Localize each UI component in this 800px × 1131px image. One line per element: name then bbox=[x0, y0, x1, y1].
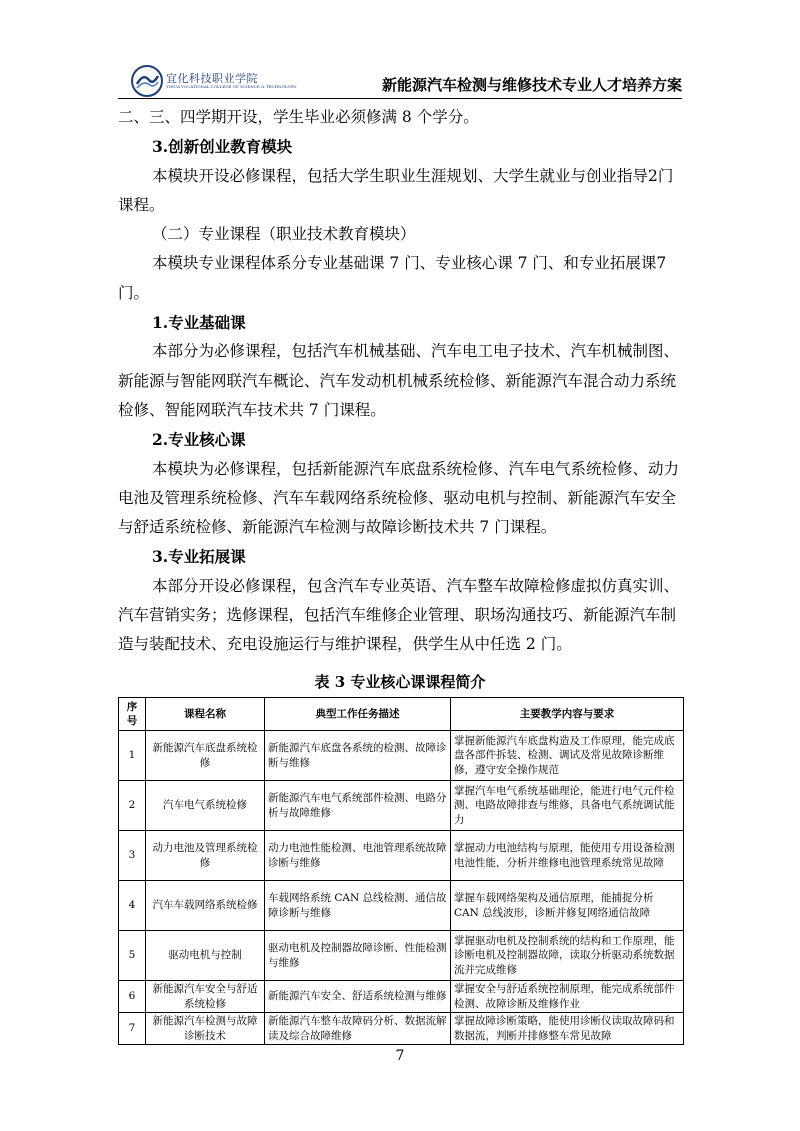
row-content: 掌握驱动电机及控制系统的结构和工作原理，能诊断电机及控制器故障，读取分析驱动系统数据流并完成维修 bbox=[451, 931, 684, 981]
row-number: 2 bbox=[119, 781, 146, 831]
heading-basic-courses: 1.专业基础课 bbox=[152, 313, 246, 333]
header-divider bbox=[118, 98, 682, 99]
row-course-name: 新能源汽车检测与故障诊断技术 bbox=[146, 1013, 265, 1045]
row-task: 新能源汽车底盘各系统的检测、故障诊断与维修 bbox=[265, 731, 451, 781]
heading-professional-courses: （二）专业课程（职业技术教育模块） bbox=[152, 225, 416, 244]
header-course-name: 课程名称 bbox=[146, 698, 265, 731]
paragraph-core-courses: 本模块为必修课程，包括新能源汽车底盘系统检修、汽车电气系统检修、动力电池及管理系统检修、汽车车载网络系统检修、驱动电机与控制、新能源汽车安全与舒适系统检修、新能源汽车检测与故障诊断技术共 7 门课程。 bbox=[118, 459, 680, 537]
paragraph-extension-courses: 本部分开设必修课程，包含汽车专业英语、汽车整车故障检修虚拟仿真实训、汽车营销实务；选修课程，包括汽车维修企业管理、职场沟通技巧、新能源汽车制造与装配技术、充电设施运行与维护课程，供学生从中任选 2 门。 bbox=[118, 576, 680, 654]
row-task: 动力电池性能检测、电池管理系统故障诊断与维修 bbox=[265, 831, 451, 881]
row-course-name: 汽车电气系统检修 bbox=[146, 781, 265, 831]
page-header bbox=[118, 62, 682, 98]
row-content: 掌握新能源汽车底盘构造及工作原理，能完成底盘各部件拆装、检测、调试及常见故障诊断维修，遵守安全操作规范 bbox=[451, 731, 684, 781]
row-task: 新能源汽车安全、舒适系统检测与维修 bbox=[265, 981, 451, 1013]
row-content: 掌握故障诊断策略，能使用诊断仪读取故障码和数据流，判断并排修整车常见故障 bbox=[451, 1013, 684, 1045]
row-task: 车载网络系统 CAN 总线检测、通信故障诊断与维修 bbox=[265, 881, 451, 931]
row-content: 掌握动力电池结构与原理，能使用专用设备检测电池性能，分析并维修电池管理系统常见故障 bbox=[451, 831, 684, 881]
header-content: 主要教学内容与要求 bbox=[451, 698, 684, 731]
row-task: 驱动电机及控制器故障诊断、性能检测与维修 bbox=[265, 931, 451, 981]
paragraph-basic-courses: 本部分为必修课程，包括汽车机械基础、汽车电工电子技术、汽车机械制图、新能源与智能网联汽车概论、汽车发动机机械系统检修、新能源汽车混合动力系统检修、智能网联汽车技术共 7 门课程。 bbox=[118, 342, 680, 419]
table-row bbox=[119, 1013, 684, 1045]
row-course-name: 新能源汽车底盘系统检修 bbox=[146, 731, 265, 781]
table-row bbox=[119, 931, 684, 981]
heading-extension-courses: 3.专业拓展课 bbox=[152, 547, 246, 567]
row-course-name: 驱动电机与控制 bbox=[146, 931, 265, 981]
row-number: 5 bbox=[119, 931, 146, 981]
row-content: 掌握车载网络架构及通信原理，能捕捉分析 CAN 总线波形，诊断并修复网络通信故障 bbox=[451, 881, 684, 931]
header-task: 典型工作任务描述 bbox=[265, 698, 451, 731]
table-title: 表 3 专业核心课课程简介 bbox=[314, 673, 486, 691]
heading-innovation-module: 3.创新创业教育模块 bbox=[152, 137, 293, 157]
row-number: 3 bbox=[119, 831, 146, 881]
row-number: 4 bbox=[119, 881, 146, 931]
core-course-table bbox=[118, 697, 684, 1045]
table-row bbox=[119, 731, 684, 781]
page-number: 7 bbox=[395, 1048, 405, 1064]
row-task: 新能源汽车电气系统部件检测、电路分析与故障维修 bbox=[265, 781, 451, 831]
heading-core-courses: 2.专业核心课 bbox=[152, 430, 246, 450]
row-content: 掌握安全与舒适系统控制原理，能完成系统部件检测、故障诊断及维修作业 bbox=[451, 981, 684, 1013]
row-number: 6 bbox=[119, 981, 146, 1013]
table-header-row bbox=[119, 698, 684, 731]
paragraph-innovation: 本模块开设必修课程，包括大学生职业生涯规划、大学生就业与创业指导2门课程。 bbox=[118, 166, 674, 214]
row-number: 1 bbox=[119, 731, 146, 781]
row-course-name: 新能源汽车安全与舒适系统检修 bbox=[146, 981, 265, 1013]
paragraph-semesters: 二、三、四学期开设，学生毕业必须修满 8 个学分。 bbox=[118, 108, 479, 126]
row-course-name: 动力电池及管理系统检修 bbox=[146, 831, 265, 881]
school-name: 宜化科技职业学院 bbox=[166, 72, 258, 85]
table-row bbox=[119, 781, 684, 831]
paragraph-course-system: 本模块专业课程体系分专业基础课 7 门、专业核心课 7 门、和专业拓展课7门。 bbox=[118, 254, 667, 302]
table-row bbox=[119, 881, 684, 931]
row-task: 新能源汽车整车故障码分析、数据流解读及综合故障维修 bbox=[265, 1013, 451, 1045]
school-name-english: YIHUA VOCATIONAL COLLEGE OF SCIENCE & TECHNOLOGY bbox=[166, 84, 297, 89]
row-number: 7 bbox=[119, 1013, 146, 1045]
table-row bbox=[119, 981, 684, 1013]
table-row bbox=[119, 831, 684, 881]
college-logo-icon bbox=[130, 64, 164, 98]
document-title: 新能源汽车检测与维修技术专业人才培养方案 bbox=[381, 76, 682, 94]
header-number: 序号 bbox=[119, 698, 146, 731]
body-text bbox=[118, 103, 682, 660]
row-course-name: 汽车车载网络系统检修 bbox=[146, 881, 265, 931]
row-content: 掌握汽车电气系统基础理论，能进行电气元件检测、电路故障排查与维修，具备电气系统调试能力 bbox=[451, 781, 684, 831]
